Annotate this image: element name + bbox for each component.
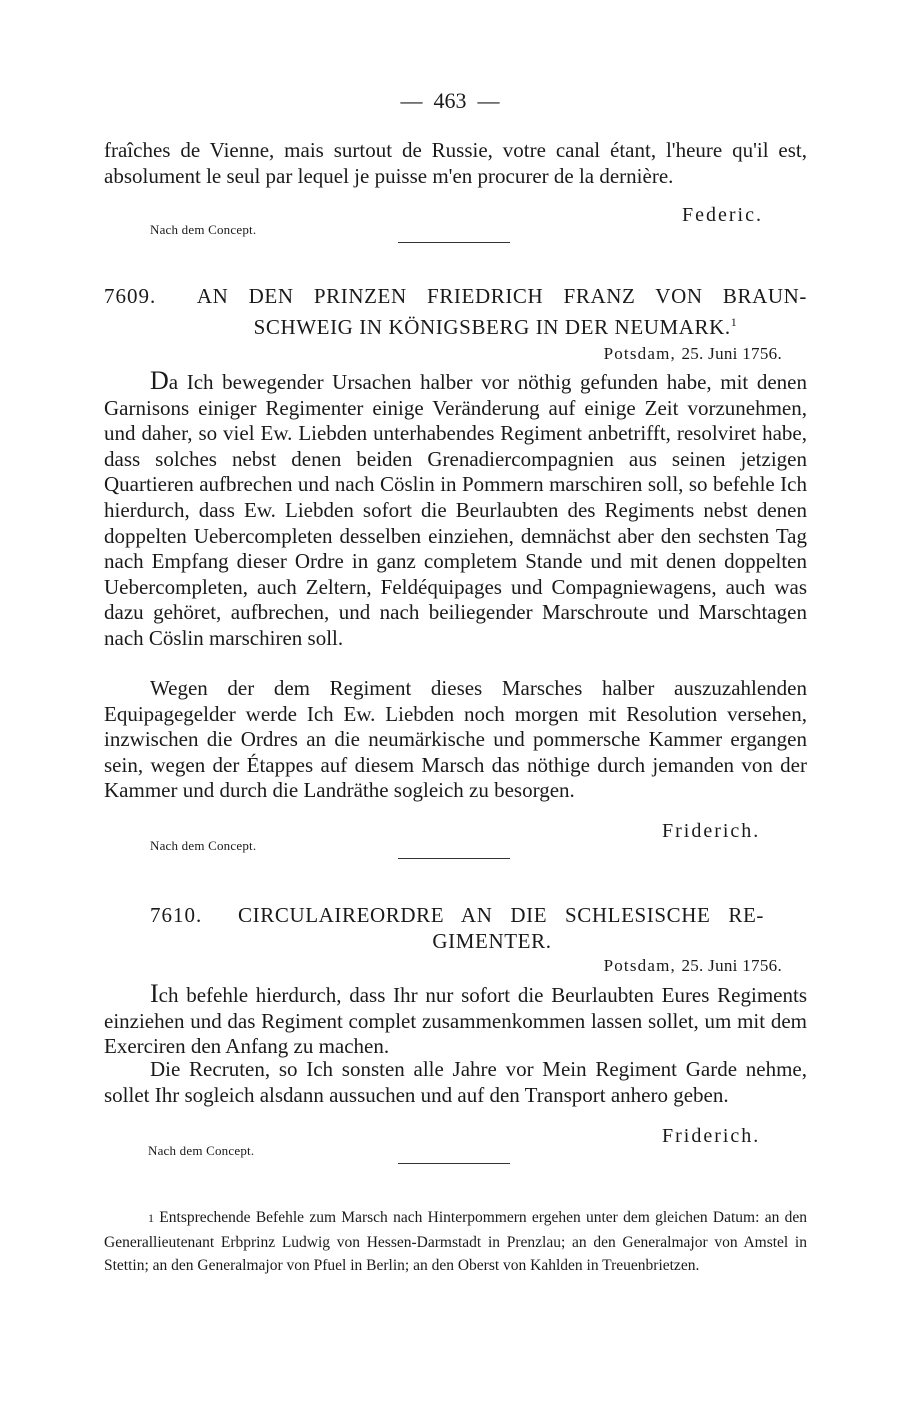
letter-heading-line2 — [150, 928, 764, 954]
paragraph-text: ch befehle hierdurch, dass Ihr nur sofort die Beurlaubten Eures Regiments einziehen und das Regiment complet zusammenkommen lassen sollet, um mit dem Exerciren den Anfang zu machen. — [104, 983, 807, 1059]
letter-heading-line2 — [104, 309, 807, 340]
date: 25. Juni 1756. — [681, 956, 782, 975]
date: 25. Juni 1756. — [681, 344, 782, 363]
letter-paragraph — [104, 368, 807, 652]
continuation-signature: Federic. — [682, 204, 763, 226]
continuation-paragraph: fraîches de Vienne, mais surtout de Russie, votre canal étant, l'heure qu'il est, absolument le seul par lequel je puisse m'en procurer de la dernière. — [104, 138, 807, 188]
letter-heading — [104, 283, 807, 340]
place-date — [604, 956, 782, 976]
letter-source-note: Nach dem Concept. — [148, 1143, 255, 1158]
letter-heading-text: GIMENTER. — [432, 929, 552, 953]
letter-heading-text: AN DEN PRINZEN FRIEDRICH FRANZ VON BRAUN- — [196, 284, 807, 308]
page-number-dash-left: — — [400, 88, 423, 113]
section-divider — [398, 1163, 510, 1164]
letter-paragraph — [104, 676, 807, 804]
footnote — [104, 1206, 807, 1278]
letter-heading-text: CIRCULAIREORDRE AN DIE SCHLESISCHE RE- — [238, 903, 764, 927]
letter-number: 7609. — [104, 284, 157, 308]
letter-heading-line1 — [104, 283, 807, 309]
footnote-reference: 1 — [730, 315, 738, 329]
footnote-text: Entsprechende Befehle zum Marsch nach Hinterpommern ergehen unter dem gleichen Datum: an den Generallieutenant Erbprinz Ludwig von Hessen-Darmstadt in Prenzlau; an den Generalmajor von Amstel in Stettin; an den Generalmajor von Pfuel in Berlin; an den Oberst von Kahlden in Treuenbrietzen. — [104, 1209, 808, 1274]
letter-paragraph — [104, 1057, 807, 1108]
section-divider — [398, 858, 510, 859]
section-divider — [398, 242, 510, 243]
place-date — [604, 344, 782, 364]
letter-heading — [150, 902, 764, 954]
place: Potsdam, — [603, 344, 676, 363]
page-number: 463 — [433, 88, 467, 113]
footnote-marker: 1 — [148, 1211, 154, 1225]
letter-signature: Friderich. — [662, 1125, 761, 1147]
letter-heading-line1 — [150, 902, 764, 928]
page-number-dash-right: — — [477, 88, 500, 113]
continuation-source-note: Nach dem Concept. — [150, 222, 257, 237]
letter-signature: Friderich. — [662, 820, 761, 842]
letter-paragraph — [104, 981, 807, 1060]
page-header — [370, 88, 530, 114]
initial-letter: I — [150, 979, 159, 1008]
paragraph-text: a Ich bewegender Ursachen halber vor nöthig gefunden habe, mit denen Garnisons einiger Regimenter einige Veränderung auf einige Zeit vorzunehmen, und daher, so viel Ew. Liebden unterhabendes Regiment anbetrifft, resolviret habe, dass solches nebst denen beiden Grenadiercompagnien aus seinen jetzigen Quartieren aufbrechen und nach Cöslin in Pommern marschiren soll, so befehle Ich hierdurch, dass Ew. Liebden sofort die Beurlaubten des Regiments nebst denen doppelten Uebercompleten desselben einziehen, demnächst aber den sechsten Tag nach Empfang dieser Ordre in ganz completem Stande und mit denen doppelten Uebercompleten, auch Zeltern, Feldéquipages und Compagniewagens, auch was dazu gehöret, aufbrechen, und nach beiliegender Marschroute und Marschtagen nach Cöslin marschiren soll. — [104, 370, 807, 650]
paragraph-text: Wegen der dem Regiment dieses Marsches halber auszuzahlenden Equipagegelder werde Ich Ew. Liebden noch morgen mit Resolution versehen, inzwischen die Ordres an die neumärkische und pommersche Kammer ergangen sein, wegen der Étappes auf diesem Marsch das nöthige durch jemanden von der Kammer und durch die Landräthe sogleich zu besorgen. — [104, 676, 807, 803]
letter-number: 7610. — [150, 903, 203, 927]
letter-source-note: Nach dem Concept. — [150, 838, 257, 853]
place: Potsdam, — [603, 956, 676, 975]
letter-heading-text: SCHWEIG IN KÖNIGSBERG IN DER NEUMARK. — [253, 315, 731, 339]
paragraph-text: Die Recruten, so Ich sonsten alle Jahre vor Mein Regiment Garde nehme, sollet Ihr sogleich alsdann aussuchen und auf den Transport anhero geben. — [104, 1057, 807, 1107]
initial-letter: D — [150, 366, 169, 395]
